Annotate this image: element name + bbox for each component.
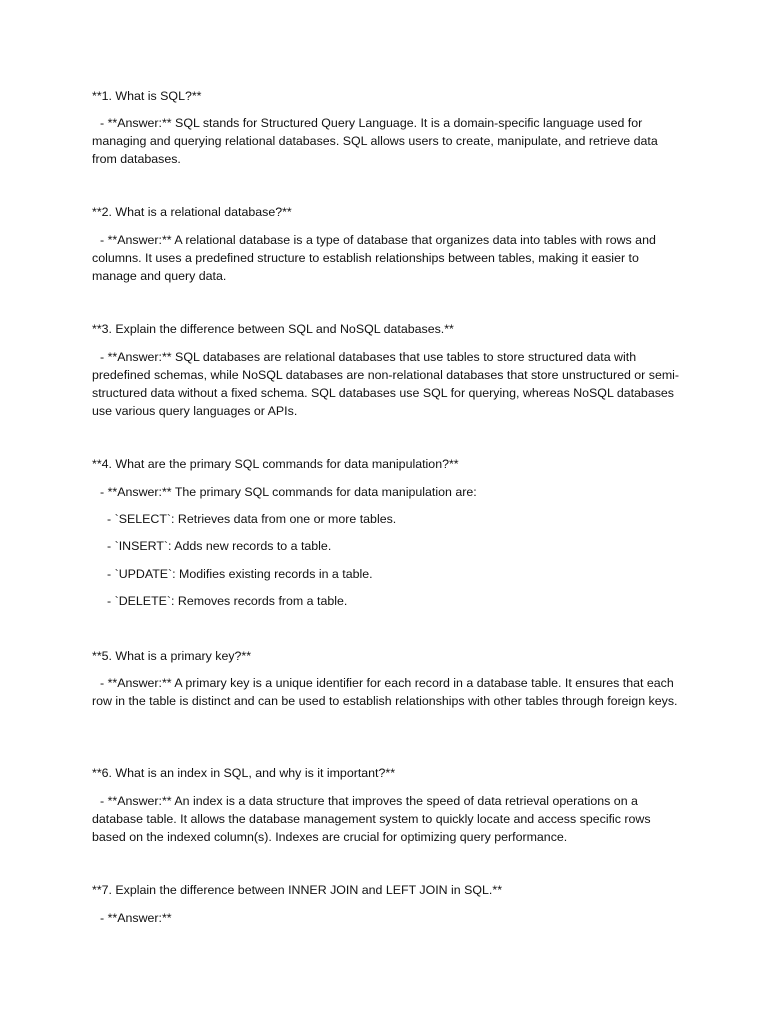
question-7-answer xyxy=(92,909,682,927)
question-2-heading: **2. What is a relational database?** xyxy=(92,205,292,219)
list-item xyxy=(92,510,396,528)
question-5-heading: **5. What is a primary key?** xyxy=(92,649,252,663)
question-5-answer-text: - **Answer:** A primary key is a unique identifier for each record in a database table. It ensures that each row in the table is distinct and can be used to establish relationships with other tables through foreign keys. xyxy=(92,676,678,708)
question-6-answer-text: - **Answer:** An index is a data structure that improves the speed of data retrieval operations on a database table. It allows the database management system to quickly locate and access specific rows based on the indexed column(s). Indexes are crucial for optimizing query performance. xyxy=(92,794,651,844)
question-3-heading: **3. Explain the difference between SQL and NoSQL databases.** xyxy=(92,322,454,336)
list-item-insert: - `INSERT`: Adds new records to a table. xyxy=(107,539,332,553)
question-1-answer xyxy=(92,114,682,168)
question-4-answer xyxy=(92,483,682,501)
question-4-heading: **4. What are the primary SQL commands for data manipulation?** xyxy=(92,457,459,471)
question-2-answer-text: - **Answer:** A relational database is a type of database that organizes data into tables with rows and columns. It uses a predefined structure to establish relationships between tables, making it easier to manage and query data. xyxy=(92,233,656,283)
list-item-update: - `UPDATE`: Modifies existing records in a table. xyxy=(107,567,373,581)
question-7-answer-text: - **Answer:** xyxy=(100,911,172,925)
question-7-heading: **7. Explain the difference between INNER JOIN and LEFT JOIN in SQL.** xyxy=(92,883,503,897)
list-item xyxy=(92,537,331,555)
question-1-heading: **1. What is SQL?** xyxy=(92,89,202,103)
question-4-answer-text: - **Answer:** The primary SQL commands for data manipulation are: xyxy=(100,485,477,499)
question-6-heading: **6. What is an index in SQL, and why is it important?** xyxy=(92,766,396,780)
question-2-answer xyxy=(92,231,682,285)
list-item xyxy=(92,565,373,583)
question-3-answer-text: - **Answer:** SQL databases are relational databases that use tables to store structured data with predefined schemas, while NoSQL databases are non-relational databases that store unstructured or semi-structured data without a fixed schema. SQL databases use SQL for querying, whereas NoSQL databases use various query languages or APIs. xyxy=(92,350,680,418)
question-1-answer-text: - **Answer:** SQL stands for Structured Query Language. It is a domain-specific language used for managing and querying relational databases. SQL allows users to create, manipulate, and retrieve data from databases. xyxy=(92,116,658,166)
list-item xyxy=(92,592,347,610)
question-5-answer xyxy=(92,674,682,710)
list-item-select: - `SELECT`: Retrieves data from one or more tables. xyxy=(107,512,397,526)
question-3-answer xyxy=(92,348,682,420)
question-6-answer xyxy=(92,792,682,846)
list-item-delete: - `DELETE`: Removes records from a table. xyxy=(107,594,348,608)
